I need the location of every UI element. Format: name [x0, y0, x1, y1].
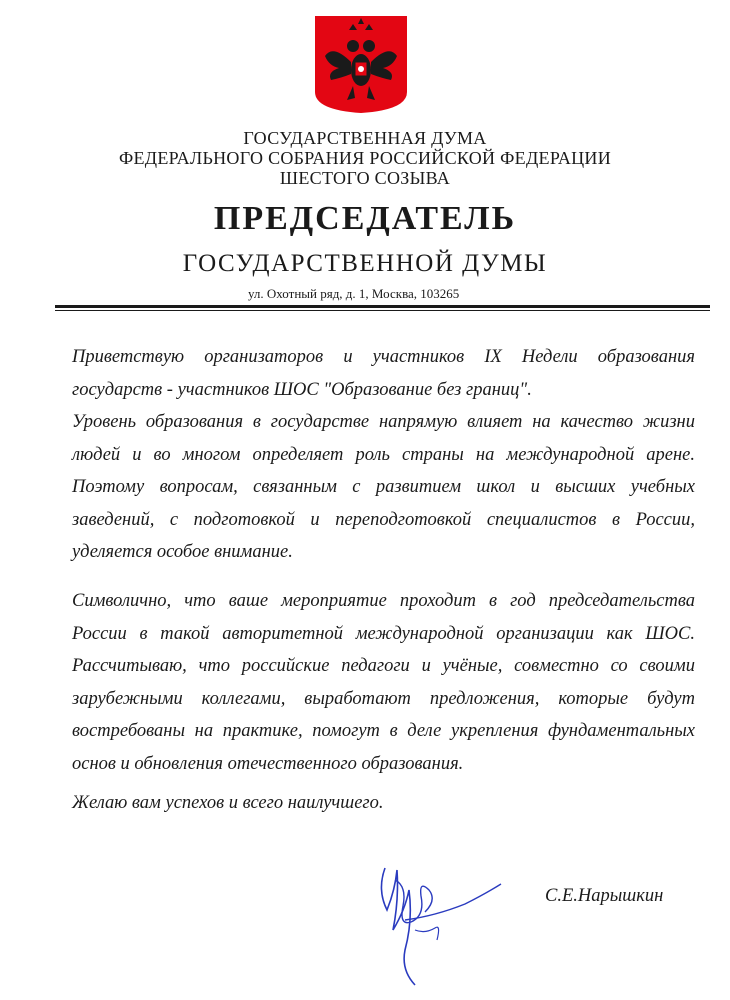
- paragraph-2: [72, 406, 695, 569]
- paragraph-1: [72, 341, 695, 406]
- letterhead-title: ПРЕДСЕДАТЕЛЬ: [213, 200, 517, 237]
- letterhead-subtitle: ГОСУДАРСТВЕННОЙ ДУМЫ: [182, 250, 548, 277]
- handwritten-signature: [365, 850, 505, 990]
- letterhead-divider: [55, 305, 710, 308]
- signer-name: С.Е.Нарышкин: [545, 886, 664, 906]
- org-name-line1: ГОСУДАРСТВЕННАЯ ДУМА: [243, 128, 487, 148]
- coat-of-arms-icon: [313, 14, 409, 114]
- closing-line: [72, 787, 572, 820]
- paragraph-3-text: Символично, что ваше мероприятие проходит в год председательства России в такой авторитетной международной организации как ШОС. Рассчитываю, что российские педагоги и учёные, совместно со своими зарубежными коллегами, выработают предложения, которые будут востребованы на практике, помогут в деле укрепления фундаментальных основ и обновления отечественного образования.: [72, 591, 695, 774]
- paragraph-1-text: Приветствую организаторов и участников IX Недели образования государств - участников ШОС "Образование без границ".: [72, 347, 695, 400]
- letterhead-divider-thin: [55, 310, 710, 311]
- closing-text: Желаю вам успехов и всего наилучшего.: [72, 793, 384, 813]
- org-name-line3: ШЕСТОГО СОЗЫВА: [279, 168, 451, 188]
- paragraph-2-text: Уровень образования в государстве напрямую влияет на качество жизни людей и во многом определяет роль страны на международной арене. Поэтому вопросам, связанным с развитием школ и высших учебных заведений, с подготовкой и переподготовкой специалистов в России, уделяется особое внимание.: [72, 412, 695, 562]
- org-name-line2: ФЕДЕРАЛЬНОГО СОБРАНИЯ РОССИЙСКОЙ ФЕДЕРАЦИИ: [118, 148, 612, 168]
- paragraph-3: [72, 585, 695, 780]
- address-text: ул. Охотный ряд, д. 1, Москва, 103265: [248, 286, 460, 301]
